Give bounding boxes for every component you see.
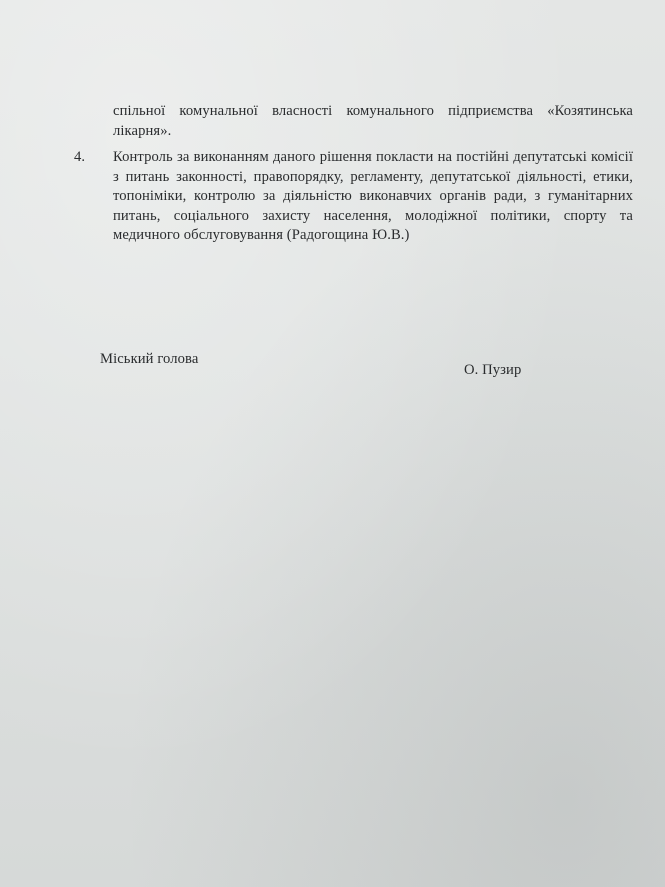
signatory-title: Міський голова	[100, 351, 199, 367]
continuation-paragraph: спільної комунальної власності комунального підприємства «Козятинська лікарня».	[113, 103, 633, 139]
signatory-name: О. Пузир	[464, 362, 522, 378]
item-paragraph: Контроль за виконанням даного рішення покласти на постійні депутатські комісії з питань законності, правопорядку, регламенту, депутатської діяльності, етики, топоніміки, контролю за діяльністю виконавчих органів ради, з гуманітарних питань, соціального захисту населення, молодіжної політики, спорту та медичного обслуговування (Радогощина Ю.В.)	[113, 149, 633, 243]
item-number: 4.	[74, 149, 86, 165]
